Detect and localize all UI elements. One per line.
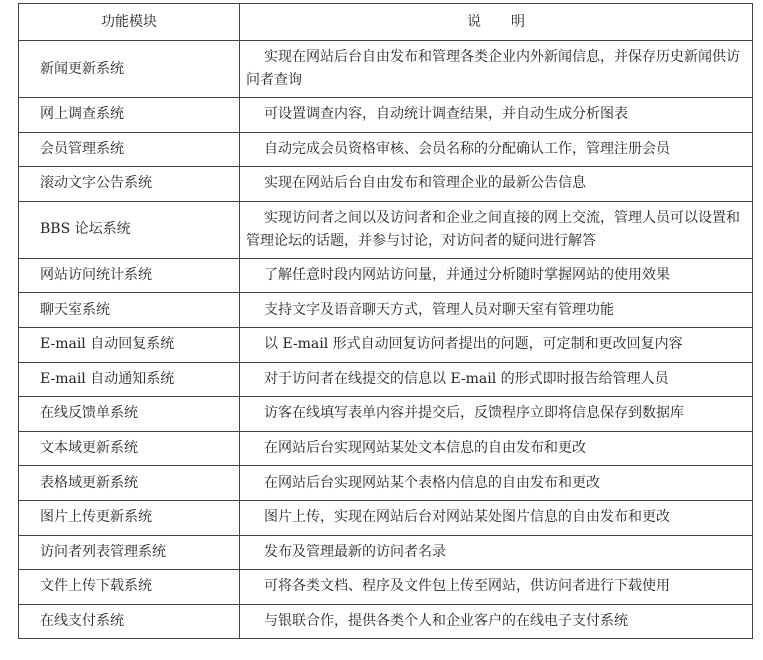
description-cell [240, 41, 753, 98]
module-cell: 图片上传更新系统 [19, 500, 240, 535]
module-cell: 表格域更新系统 [19, 466, 240, 501]
description-cell [240, 431, 753, 466]
description-cell [240, 167, 753, 202]
description-cell [240, 604, 753, 639]
table-row [19, 362, 753, 397]
table-row [19, 201, 753, 258]
table-row [19, 431, 753, 466]
module-cell: 文件上传下载系统 [19, 570, 240, 605]
module-cell: 聊天室系统 [19, 293, 240, 328]
module-cell: 会员管理系统 [19, 132, 240, 167]
table-row [19, 570, 753, 605]
module-cell: BBS 论坛系统 [19, 201, 240, 258]
module-cell: 在线反馈单系统 [19, 397, 240, 432]
table-row [19, 466, 753, 501]
description-text: 了解任意时段内网站访问量，并通过分析随时掌握网站的使用效果 [264, 267, 670, 284]
description-cell [240, 327, 753, 362]
description-text: 在网站后台实现网站某处文本信息的自由发布和更改 [264, 440, 586, 457]
description-cell [240, 132, 753, 167]
description-text: 以 E-mail 形式自动回复访问者提出的问题，可定制和更改回复内容 [264, 336, 683, 353]
description-text: 图片上传，实现在网站后台对网站某处图片信息的自由发布和更改 [264, 509, 670, 526]
description-cell [240, 362, 753, 397]
module-cell: 滚动文字公告系统 [19, 167, 240, 202]
table-row [19, 258, 753, 293]
description-text: 在网站后台实现网站某个表格内信息的自由发布和更改 [264, 474, 600, 491]
description-text: 对于访问者在线提交的信息以 E-mail 的形式即时报告给管理人员 [264, 370, 669, 387]
table-header-row [19, 4, 753, 41]
module-cell: 网站访问统计系统 [19, 258, 240, 293]
description-text: 实现访问者之间以及访问者和企业之间直接的网上交流，管理人员可以设置和管理论坛的话题，并参与讨论，对访问者的疑问进行解答 [246, 209, 740, 249]
description-cell [240, 258, 753, 293]
table-row [19, 41, 753, 98]
module-cell: 新闻更新系统 [19, 41, 240, 98]
module-cell: E-mail 自动通知系统 [19, 362, 240, 397]
table-row [19, 500, 753, 535]
description-cell [240, 570, 753, 605]
module-cell: 网上调查系统 [19, 98, 240, 133]
table-row [19, 132, 753, 167]
header-module: 功能模块 [19, 4, 240, 41]
description-text: 发布及管理最新的访问者名录 [264, 543, 446, 560]
module-cell: 访问者列表管理系统 [19, 535, 240, 570]
description-cell [240, 98, 753, 133]
header-description-label: 说明 [467, 13, 555, 30]
description-cell [240, 535, 753, 570]
module-cell: 在线支付系统 [19, 604, 240, 639]
description-text: 与银联合作，提供各类个人和企业客户的在线电子支付系统 [264, 613, 628, 630]
description-cell [240, 397, 753, 432]
description-cell [240, 201, 753, 258]
description-cell [240, 500, 753, 535]
description-text: 可将各类文档、程序及文件包上传至网站，供访问者进行下载使用 [264, 578, 670, 595]
table-row [19, 167, 753, 202]
feature-table [18, 3, 753, 639]
description-text: 自动完成会员资格审核、会员名称的分配确认工作，管理注册会员 [264, 140, 670, 157]
description-text: 实现在网站后台自由发布和管理各类企业内外新闻信息，并保存历史新闻供访问者查询 [246, 49, 740, 88]
table-row [19, 604, 753, 639]
module-cell: E-mail 自动回复系统 [19, 327, 240, 362]
table-row [19, 535, 753, 570]
table-row [19, 327, 753, 362]
description-cell [240, 293, 753, 328]
table-row [19, 293, 753, 328]
description-text: 访客在线填写表单内容并提交后，反馈程序立即将信息保存到数据库 [264, 405, 684, 422]
description-text: 可设置调查内容，自动统计调查结果，并自动生成分析图表 [264, 106, 628, 123]
description-text: 实现在网站后台自由发布和管理企业的最新公告信息 [264, 175, 586, 192]
description-cell [240, 466, 753, 501]
description-text: 支持文字及语音聊天方式，管理人员对聊天室有管理功能 [264, 301, 614, 318]
module-cell: 文本域更新系统 [19, 431, 240, 466]
header-description [240, 4, 753, 41]
table-row [19, 397, 753, 432]
table-row [19, 98, 753, 133]
